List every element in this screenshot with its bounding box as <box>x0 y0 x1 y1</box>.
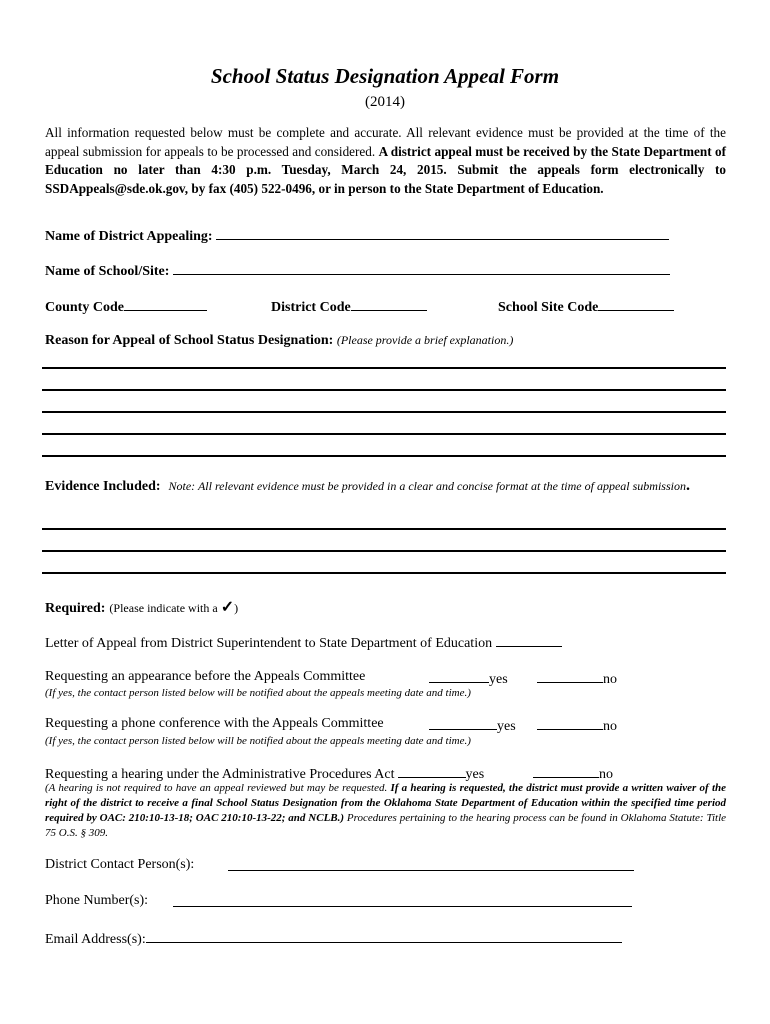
contact-person-field[interactable] <box>228 857 634 871</box>
reason-label: Reason for Appeal of School Status Designation: <box>45 333 334 348</box>
evidence-line-2[interactable] <box>42 550 726 552</box>
phone-number-field[interactable] <box>173 893 632 907</box>
district-label: Name of District Appealing: <box>45 229 213 244</box>
phone-number-label: Phone Number(s): <box>45 893 149 908</box>
phone-conference-no-field[interactable] <box>537 716 603 730</box>
reason-line-1[interactable] <box>42 367 726 369</box>
required-label: Required: <box>45 601 106 616</box>
school-name-field[interactable] <box>173 261 670 275</box>
district-name-field[interactable] <box>216 226 669 240</box>
intro-bold-text: A district appeal must be received by the State Department of Education no later than 4:30 p.m. Tuesday, March 24, 2015. Submit the appeals form electronically to SSDAppeals@sde.ok.gov, by fax (405) 522-0496, or in person to the State Department of Education. <box>45 143 726 196</box>
contact-person-field-wrap <box>228 857 634 871</box>
reason-line-3[interactable] <box>42 411 726 413</box>
hearing-note <box>45 781 726 841</box>
district-row <box>45 226 669 245</box>
contact-person-label: District Contact Person(s): <box>45 857 195 872</box>
phone-conference-yes-group <box>429 716 516 735</box>
appearance-yes-field[interactable] <box>429 669 489 683</box>
hearing-yes-field[interactable] <box>398 764 466 778</box>
email-field[interactable] <box>146 929 622 943</box>
phone-number-field-wrap <box>173 893 632 907</box>
phone-conference-yes-field[interactable] <box>429 716 497 730</box>
site-code-group <box>498 297 674 316</box>
reason-line-4[interactable] <box>42 433 726 435</box>
letter-label: Letter of Appeal from District Superintendent to State Department of Education <box>45 636 493 651</box>
hearing-label: Requesting a hearing under the Administrative Procedures Act <box>45 767 395 782</box>
school-row <box>45 261 670 280</box>
letter-check-field[interactable] <box>496 633 562 647</box>
appearance-yes-label: yes <box>489 672 508 687</box>
appearance-no-group <box>537 669 617 688</box>
reason-line-2[interactable] <box>42 389 726 391</box>
intro-plain-text: All information requested below must be complete and accurate. All relevant evidence must be provided at the time of the appeal submission for appeals to be processed and considered. <box>45 125 726 159</box>
evidence-line-3[interactable] <box>42 572 726 574</box>
required-heading <box>45 597 238 617</box>
phone-conference-no-group <box>537 716 617 735</box>
hearing-note-bold: If a hearing is requested, the district must provide a written waiver of the right of the district to receive a final School Status Designation from the Oklahoma State Department of Education within the specified time period required by OAC: 210:10-13-18; OAC 210:10-13-22; and NCLB.) <box>45 782 726 824</box>
county-code-group <box>45 297 207 316</box>
evidence-note: Note: All relevant evidence must be provided in a clear and concise format at the time of appeal submission <box>168 479 686 493</box>
evidence-period: . <box>685 477 690 494</box>
appearance-no-label: no <box>603 672 617 687</box>
form-year: (2014) <box>365 94 405 110</box>
evidence-heading <box>45 477 726 496</box>
evidence-line-1[interactable] <box>42 528 726 530</box>
hearing-note-statute: Procedures pertaining to the hearing process can be found in Oklahoma Statute: Title 75 O.S. § 309. <box>45 812 727 839</box>
appearance-note: (If yes, the contact person listed below will be notified about the appeals meeting date and time.) <box>45 687 471 699</box>
phone-conference-no-label: no <box>603 719 617 734</box>
hearing-no-label: no <box>599 767 613 782</box>
checkmark-icon: ✓ <box>220 599 235 616</box>
district-code-field[interactable] <box>351 297 427 311</box>
site-code-field[interactable] <box>598 297 674 311</box>
phone-conference-note: (If yes, the contact person listed below will be notified about the appeals meeting date and time.) <box>45 735 471 747</box>
reason-heading <box>45 333 513 349</box>
required-hint: (Please indicate with a <box>109 601 221 615</box>
phone-conference-yes-label: yes <box>497 719 516 734</box>
evidence-label: Evidence Included: <box>45 479 161 494</box>
site-code-label: School Site Code <box>498 300 599 315</box>
school-label: Name of School/Site: <box>45 264 170 279</box>
appearance-label: Requesting an appearance before the Appeals Committee <box>45 669 366 684</box>
reason-hint: (Please provide a brief explanation.) <box>336 333 514 347</box>
hearing-note-intro: (A hearing is not required to have an appeal reviewed but may be requested. <box>45 782 391 794</box>
district-code-group <box>271 297 427 316</box>
hearing-no-field[interactable] <box>533 764 599 778</box>
phone-conference-label: Requesting a phone conference with the Appeals Committee <box>45 716 384 731</box>
form-title: School Status Designation Appeal Form <box>210 64 560 88</box>
letter-row <box>45 633 562 652</box>
hearing-yes-label: yes <box>465 767 485 782</box>
county-code-field[interactable] <box>124 297 207 311</box>
intro-paragraph <box>45 124 726 198</box>
county-code-label: County Code <box>45 300 124 315</box>
required-hint-end: ) <box>234 601 239 615</box>
appearance-no-field[interactable] <box>537 669 603 683</box>
email-row <box>45 929 622 948</box>
email-label: Email Address(s): <box>45 932 146 947</box>
reason-line-5[interactable] <box>42 455 726 457</box>
district-code-label: District Code <box>271 300 351 315</box>
